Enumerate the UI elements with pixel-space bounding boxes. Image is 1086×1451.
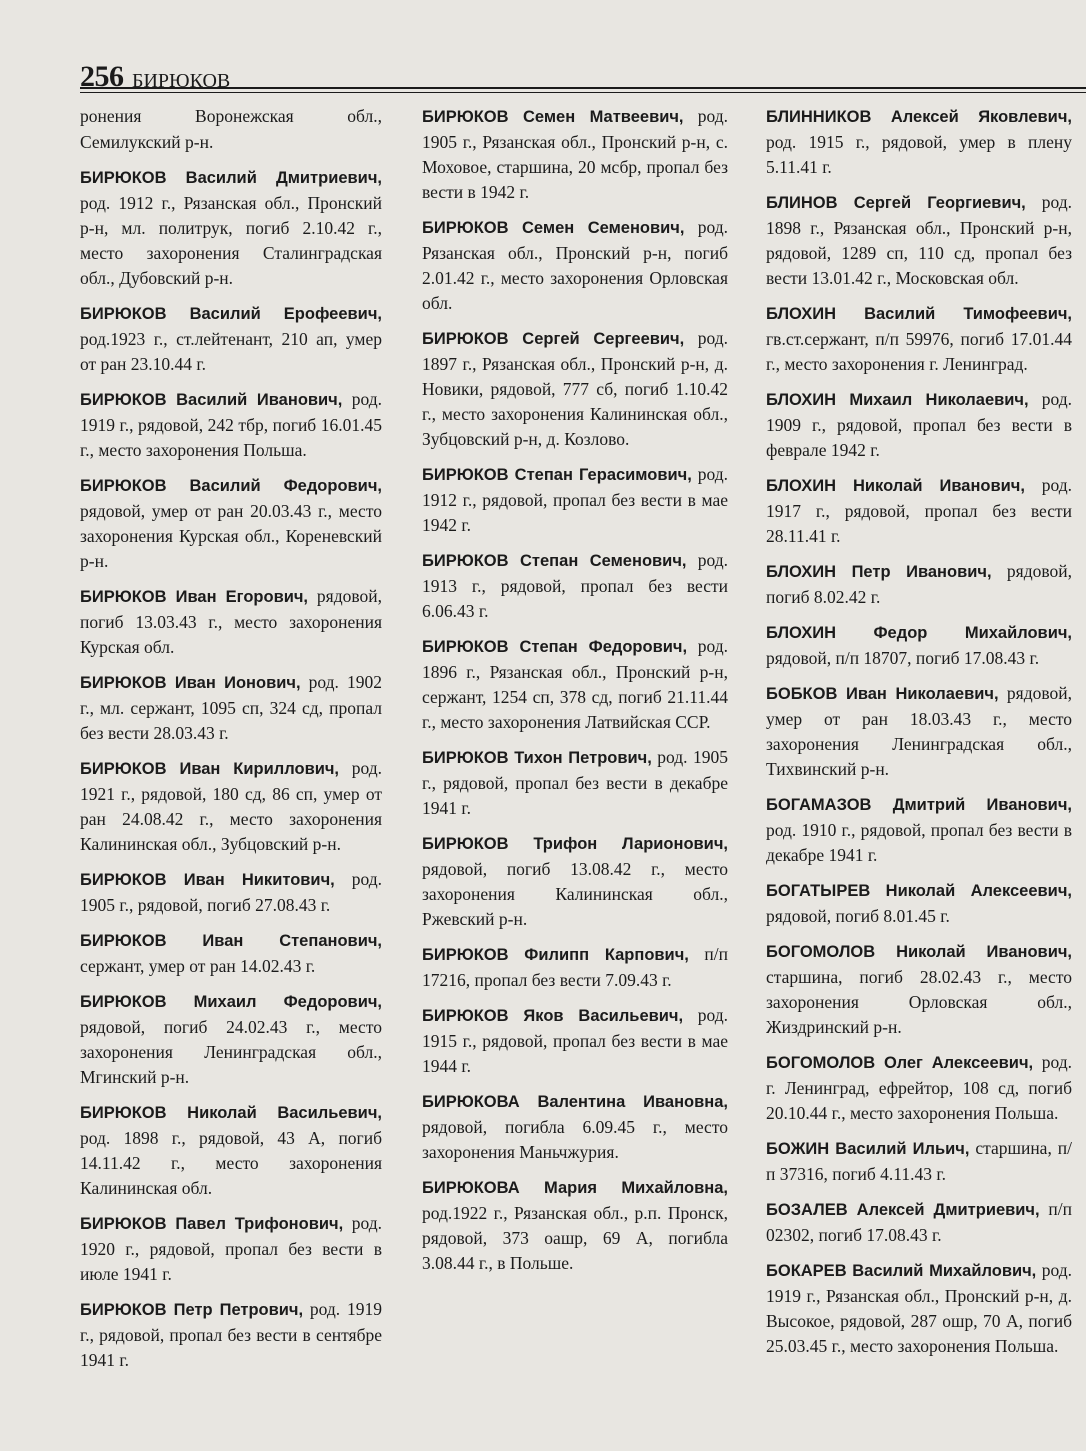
- entry-text: рядовой, погибла 6.09.45 г., место захоронения Маньчжурия.: [422, 1117, 728, 1162]
- entry: [80, 1211, 382, 1287]
- column-2: [422, 104, 728, 1286]
- entry-text: старшина, погиб 28.02.43 г., место захоронения Орловская обл., Жиздринский р-н.: [766, 967, 1072, 1037]
- entry: [422, 326, 728, 452]
- entry: [80, 867, 382, 918]
- entry: [422, 104, 728, 205]
- entry-name: БИРЮКОВ Михаил Федорович,: [80, 993, 382, 1011]
- entry-name: БИРЮКОВ Степан Семенович,: [422, 552, 687, 570]
- entry-name: БОКАРЕВ Василий Михайлович,: [766, 1262, 1037, 1280]
- entry-name: БИРЮКОВ Николай Васильевич,: [80, 1104, 382, 1122]
- entry: [80, 104, 382, 155]
- entry: [80, 301, 382, 377]
- entry-text: род. 1912 г., Рязанская обл., Пронский р-н, мл. политрук, погиб 2.10.42 г., место захоронения Сталинградская обл., Дубовский р-н.: [80, 193, 382, 288]
- entry-text: род. 1898 г., Рязанская обл., Пронский р-н, рядовой, 1289 сп, 110 сд, пропал без вести 13.01.42 г., Московская обл.: [766, 192, 1073, 288]
- entry: [766, 1258, 1072, 1359]
- entry-name: БИРЮКОВ Павел Трифонович,: [80, 1215, 344, 1233]
- entry-text: род.1923 г., ст.лейтенант, 210 ап, умер от ран 23.10.44 г.: [80, 329, 382, 374]
- entry-name: БЛИНОВ Сергей Георгиевич,: [766, 194, 1026, 212]
- entry-text: род. 1921 г., рядовой, 180 сд, 86 сп, умер от ран 24.08.42 г., место захоронения Калининская обл., Зубцовский р-н.: [80, 758, 382, 854]
- entry-name: БИРЮКОВ Семен Семенович,: [422, 219, 685, 237]
- entry-name: БИРЮКОВ Семен Матвеевич,: [422, 108, 684, 126]
- entry-name: БИРЮКОВ Филипп Карпович,: [422, 946, 689, 964]
- entry: [80, 1100, 382, 1201]
- entry: [766, 559, 1072, 610]
- entry: [422, 634, 728, 735]
- entry-text: род. 1919 г., рядовой, 242 тбр, погиб 16.01.45 г., место захоронения Польша.: [80, 389, 382, 460]
- entry-name: БОГАМАЗОВ Дмитрий Иванович,: [766, 796, 1072, 814]
- entry-name: БИРЮКОВ Иван Ионович,: [80, 674, 301, 692]
- entry-text: рядовой, погиб 24.02.43 г., место захоронения Ленинградская обл., Мгинский р-н.: [80, 1017, 382, 1087]
- entry-text: род. 1915 г., рядовой, пропал без вести в мае 1944 г.: [422, 1005, 729, 1076]
- entry-name: БЛОХИН Николай Иванович,: [766, 477, 1025, 495]
- entry-text: род. 1920 г., рядовой, пропал без вести в июле 1941 г.: [80, 1213, 382, 1284]
- entry-name: БИРЮКОВ Иван Степанович,: [80, 932, 382, 950]
- entry-text: ронения Воронежская обл., Семилукский р-н.: [80, 106, 382, 152]
- entry-text: рядовой, умер от ран 18.03.43 г., место захоронения Ленинградская обл., Тихвинский р-н.: [766, 683, 1072, 779]
- entry-name: БОГАТЫРЕВ Николай Алексеевич,: [766, 882, 1072, 900]
- entry: [422, 1003, 728, 1079]
- entry-text: род. 1905 г., рядовой, пропал без вести в декабре 1941 г.: [422, 747, 729, 818]
- entry: [766, 878, 1072, 929]
- entry: [80, 928, 382, 979]
- page-header: [80, 58, 1086, 96]
- entry-text: род. г. Ленинград, ефрейтор, 108 сд, погиб 20.10.44 г., место захоронения Польша.: [766, 1052, 1072, 1123]
- entry: [422, 831, 728, 932]
- entry-name: БИРЮКОВ Степан Федорович,: [422, 638, 688, 656]
- entry-text: род. 1915 г., рядовой, умер в плену 5.11.41 г.: [766, 132, 1072, 177]
- entry: [766, 681, 1072, 782]
- entry-name: БИРЮКОВ Трифон Ларионович,: [422, 835, 728, 853]
- header-rule-thin: [80, 92, 1086, 93]
- entry-name: БОЗАЛЕВ Алексей Дмитриевич,: [766, 1201, 1040, 1219]
- entry: [766, 104, 1072, 180]
- entry-text: род. 1910 г., рядовой, пропал без вести в декабре 1941 г.: [766, 820, 1072, 865]
- entry-name: БИРЮКОВ Сергей Сергеевич,: [422, 330, 685, 348]
- entry: [766, 301, 1072, 377]
- entry-text: род. 1902 г., мл. сержант, 1095 сп, 324 сд, пропал без вести 28.03.43 г.: [80, 672, 382, 743]
- entry: [766, 939, 1072, 1040]
- entry-name: БИРЮКОВ Василий Ерофеевич,: [80, 305, 382, 323]
- entry: [80, 165, 382, 291]
- entry: [80, 756, 382, 857]
- entry-name: БИРЮКОВ Василий Иванович,: [80, 391, 343, 409]
- entry-text: род.1922 г., Рязанская обл., р.п. Пронск, рядовой, 373 оашр, 69 А, погибла 3.08.44 г., в Польше.: [422, 1203, 728, 1273]
- entry-text: старшина, п/п 37316, погиб 4.11.43 г.: [766, 1138, 1072, 1184]
- entry: [422, 215, 728, 316]
- entry-text: рядовой, умер от ран 20.03.43 г., место захоронения Курская обл., Кореневский р-н.: [80, 501, 382, 571]
- entry: [422, 745, 728, 821]
- entry-text: род. 1896 г., Рязанская обл., Пронский р-н, сержант, 1254 сп, 378 сд, погиб 21.11.44 г., место захоронения Латвийская ССР.: [422, 636, 728, 732]
- entry-name: БИРЮКОВ Иван Егорович,: [80, 588, 309, 606]
- entry-text: рядовой, погиб 8.02.42 г.: [766, 561, 1072, 607]
- entry: [766, 1136, 1072, 1187]
- entry-name: БЛОХИН Михаил Николаевич,: [766, 391, 1029, 409]
- entry-name: БЛОХИН Федор Михайлович,: [766, 624, 1072, 642]
- column-3: [766, 104, 1072, 1369]
- entry-name: БИРЮКОВ Тихон Петрович,: [422, 749, 652, 767]
- entry-name: БИРЮКОВ Иван Кириллович,: [80, 760, 340, 778]
- page-number: 256: [80, 60, 124, 93]
- header-rule: [80, 87, 1086, 89]
- entry-text: рядовой, погиб 13.03.43 г., место захоронения Курская обл.: [80, 586, 382, 657]
- entry-name: БИРЮКОВ Яков Васильевич,: [422, 1007, 684, 1025]
- entry: [80, 1297, 382, 1373]
- entry-name: БИРЮКОВ Василий Федорович,: [80, 477, 382, 495]
- entry-text: рядовой, п/п 18707, погиб 17.08.43 г.: [766, 648, 1040, 668]
- entry-text: сержант, умер от ран 14.02.43 г.: [80, 956, 316, 976]
- entry-text: род. 1919 г., Рязанская обл., Пронский р-н, д. Высокое, рядовой, 287 ошр, 70 А, погиб 25.03.45 г., место захоронения Польша.: [766, 1260, 1072, 1356]
- entry-name: БИРЮКОВА Валентина Ивановна,: [422, 1093, 728, 1111]
- entry-name: БИРЮКОВ Иван Никитович,: [80, 871, 335, 889]
- entry: [80, 473, 382, 574]
- entry: [422, 1089, 728, 1165]
- entry-text: род. 1897 г., Рязанская обл., Пронский р-н, д. Новики, рядовой, 777 сб, погиб 1.10.42 г., место захоронения Калининская обл., Зубцовский р-н, д. Козлово.: [422, 328, 728, 449]
- entry: [766, 620, 1072, 671]
- entry-name: БЛОХИН Петр Иванович,: [766, 563, 992, 581]
- entry-name: БОГОМОЛОВ Олег Алексеевич,: [766, 1054, 1034, 1072]
- entry-name: БИРЮКОВ Петр Петрович,: [80, 1301, 304, 1319]
- column-1: [80, 104, 382, 1383]
- entry-name: БОБКОВ Иван Николаевич,: [766, 685, 999, 703]
- entry: [766, 473, 1072, 549]
- entry: [766, 1197, 1072, 1248]
- entry-text: п/п 17216, пропал без вести 7.09.43 г.: [422, 944, 728, 990]
- entry-name: БИРЮКОВ Степан Герасимович,: [422, 466, 692, 484]
- entry-text: род. 1913 г., рядовой, пропал без вести 6.06.43 г.: [422, 550, 728, 621]
- entry-text: род. Рязанская обл., Пронский р-н, погиб 2.01.42 г., место захоронения Орловская обл.: [422, 217, 728, 313]
- entry-text: рядовой, погиб 8.01.45 г.: [766, 906, 950, 926]
- entry: [80, 989, 382, 1090]
- entry: [766, 792, 1072, 868]
- entry-text: п/п 02302, погиб 17.08.43 г.: [766, 1199, 1073, 1245]
- entry-name: БИРЮКОВ Василий Дмитриевич,: [80, 169, 382, 187]
- entry-name: БОГОМОЛОВ Николай Иванович,: [766, 943, 1072, 961]
- entry: [422, 1175, 728, 1276]
- entry-text: гв.ст.сержант, п/п 59976, погиб 17.01.44 г., место захоронения г. Ленинград.: [766, 329, 1072, 374]
- entry-name: БИРЮКОВА Мария Михайловна,: [422, 1179, 728, 1197]
- entry-name: БЛИННИКОВ Алексей Яковлевич,: [766, 108, 1072, 126]
- entry-name: БОЖИН Василий Ильич,: [766, 1140, 970, 1158]
- entry-text: рядовой, погиб 13.08.42 г., место захоронения Калининская обл., Ржевский р-н.: [422, 859, 728, 929]
- entry: [80, 584, 382, 660]
- running-head: БИРЮКОВ: [132, 70, 231, 92]
- entry: [766, 387, 1072, 463]
- entry: [80, 670, 382, 746]
- entry-text: род. 1905 г., Рязанская обл., Пронский р-н, с. Моховое, старшина, 20 мсбр, пропал без вести в 1942 г.: [422, 106, 728, 202]
- entry-text: род. 1912 г., рядовой, пропал без вести в мае 1942 г.: [422, 464, 728, 535]
- entry-text: род. 1917 г., рядовой, пропал без вести 28.11.41 г.: [766, 475, 1072, 546]
- entry-text: род. 1909 г., рядовой, пропал без вести в феврале 1942 г.: [766, 389, 1072, 460]
- entry-text: род. 1905 г., рядовой, погиб 27.08.43 г.: [80, 869, 382, 915]
- entry-name: БЛОХИН Василий Тимофеевич,: [766, 305, 1072, 323]
- entry-text: род. 1919 г., рядовой, пропал без вести в сентябре 1941 г.: [80, 1299, 382, 1370]
- entry: [422, 942, 728, 993]
- entry: [766, 190, 1072, 291]
- entry-text: род. 1898 г., рядовой, 43 А, погиб 14.11.42 г., место захоронения Калининская обл.: [80, 1128, 382, 1198]
- entry: [422, 462, 728, 538]
- entry: [766, 1050, 1072, 1126]
- entry: [422, 548, 728, 624]
- entry: [80, 387, 382, 463]
